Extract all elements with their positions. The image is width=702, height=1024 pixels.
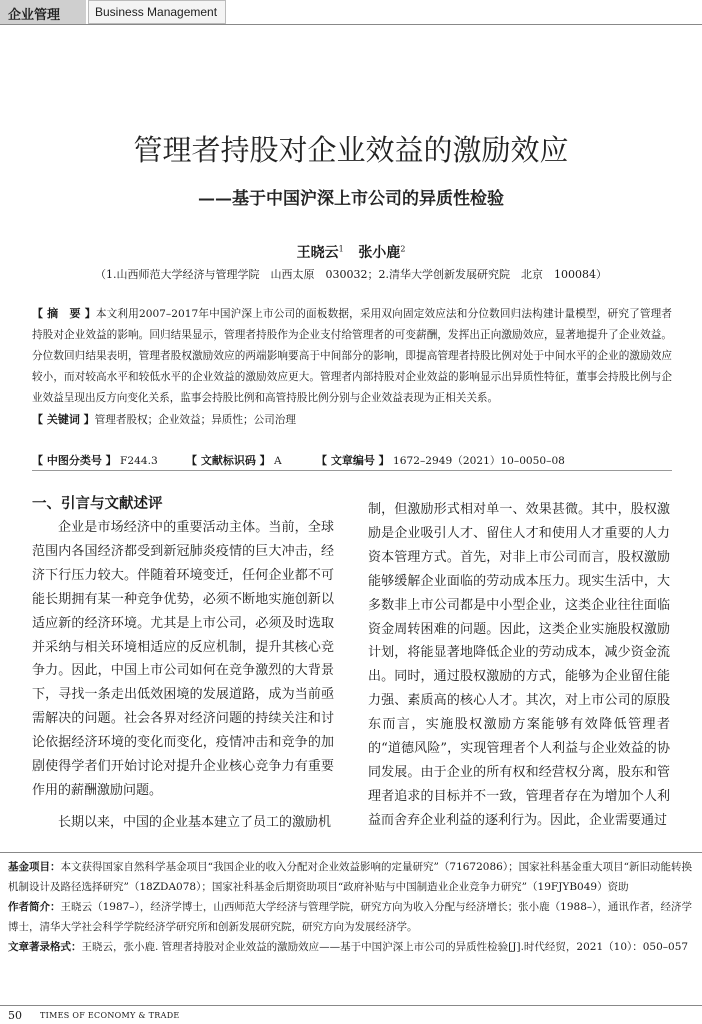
author-affil-mark: 2 bbox=[400, 244, 406, 254]
document-code bbox=[186, 452, 282, 468]
abstract-label: 【 摘 要 】 bbox=[32, 307, 96, 320]
citation-text: 王晓云，张小鹿. 管理者持股对企业效益的激励效应——基于中国沪深上市公司的异质性检验[J].时代经贸，2021（10）：050–057 bbox=[81, 941, 689, 953]
fund-label: 基金项目： bbox=[8, 861, 61, 873]
doc-label: 【 文献标识码 】 bbox=[186, 454, 271, 467]
abstract-rule bbox=[32, 470, 672, 471]
fund-note bbox=[8, 857, 692, 897]
citation-label: 文章著录格式： bbox=[8, 941, 82, 953]
author-note bbox=[8, 897, 692, 937]
body-paragraph: 企业是市场经济中的重要活动主体。当前，全球范围内各国经济都受到新冠肺炎疫情的巨大冲击，经济下行压力较大。伴随着环境变迁，任何企业都不可能长期拥有某一种竞争优势，必须不断地实施创新以适应新的经济环境。尤其是上市公司，必须及时选取并采纳与相关环境相适应的反应机制，提升其核心竞争力。因此，中国上市公司如何在竞争激烈的大背景下，寻找一条走出低效困境的发展道路，成为当前亟需解决的问题。社会各界对经济问题的持续关注和讨论依据经济环境的变化而变化，疫情冲击和竞争的加剧使得学者们开始讨论对提升企业核心竞争力有重要作用的薪酬激励问题。 bbox=[32, 520, 334, 798]
clc-value: F244.3 bbox=[120, 455, 158, 467]
body-paragraph: 制，但激励形式相对单一、效果甚微。其中，股权激励是企业吸引人才、留住人才和使用人才重要的人力资本管理方式。首先，对非上市公司而言，股权激励能够缓解企业面临的劳动成本压力。现实生活中，大多数非上市公司都是中小型企业，这类企业往往面临资金周转困难的问题。因此，这类企业实施股权激励计划，将能显著地降低企业的劳动成本，减少资金流出。同时，通过股权激励的方式，能够为企业留住能力强、素质高的核心人才。其次，对上市公司的原股东而言，实施股权激励方案能够有效降低管理者的“道德风险”，实现管理者个人利益与企业效益的协同发展。由于企业的所有权和经营权分离，股东和管理者追求的目标并不一致，管理者存在为增加个人利益而舍弃企业利益的逐利行为。因此，企业需要通过 bbox=[368, 502, 670, 828]
article-subtitle: ——基于中国沪深上市公司的异质性检验 bbox=[198, 189, 504, 209]
keywords-label: 【 关键词 】 bbox=[32, 413, 95, 426]
abstract-text: 本文利用2007–2017年中国沪深上市公司的面板数据，采用双向固定效应法和分位数回归法构建计量模型，研究了管理者持股对企业效益的影响。回归结果显示，管理者持股作为企业支付给管理者的可变薪酬，发挥出正向激励效应，显著地提升了企业效益。分位数回归结果表明，管理者股权激励效应的两端影响要高于中间部分的影响，即提高管理者持股比例对处于中间水平的企业的激励效应较小，而对较高水平和较低水平的企业效益的激励效应更大。管理者内部持股对企业效益的影响显示出异质性特征，董事会持股比例与企业效益呈现出反方向变化关系，监事会持股比例和高管持股比例分别与企业效益表现为正相关关系。 bbox=[32, 308, 672, 404]
author-bio-text: 王晓云（1987–），经济学博士，山西师范大学经济与管理学院，研究方向为收入分配与经济增长；张小鹿（1988–），通讯作者，经济学博士，清华大学社会科学学院经济学研究所和创新发展研究院，研究方向为发展经济学。 bbox=[8, 901, 692, 933]
doc-value: A bbox=[274, 455, 282, 467]
fund-text: 本文获得国家自然科学基金项目“我国企业的收入分配对企业效益影响的定量研究”（71672086）；国家社科基金重大项目“新旧动能转换机制设计及路径选择研究”（18ZDA078）；国家社科基金后期资助项目“政府补贴与中国制造业企业竞争力研究”（19FJYB049）资助 bbox=[8, 861, 693, 893]
affiliation: （1.山西师范大学经济与管理学院 山西太原 030032；2.清华大学创新发展研究院 北京 100084） bbox=[95, 268, 607, 281]
left-column bbox=[32, 492, 334, 835]
author-line bbox=[0, 242, 702, 262]
running-header bbox=[0, 0, 702, 24]
keywords-text: 管理者股权；企业效益；异质性；公司治理 bbox=[94, 414, 296, 426]
clc-label: 【 中图分类号 】 bbox=[32, 454, 117, 467]
id-value: 1672–2949（2021）10–0050–08 bbox=[393, 455, 565, 467]
journal-name: TIMES OF ECONOMY & TRADE bbox=[40, 1011, 180, 1020]
section-heading: 一、引言与文献述评 bbox=[32, 496, 163, 512]
section-tag-en bbox=[88, 0, 226, 24]
page-number: 50 bbox=[8, 1009, 22, 1022]
citation-note bbox=[8, 937, 692, 957]
article-number bbox=[316, 452, 565, 468]
section-tag-cn bbox=[0, 0, 86, 24]
author-name: 张小鹿 bbox=[358, 245, 401, 261]
author-affil-mark: 1 bbox=[338, 244, 344, 254]
body-paragraph: 长期以来，中国的企业基本建立了员工的激励机 bbox=[58, 814, 332, 830]
footnote-rule bbox=[0, 852, 702, 853]
footnotes bbox=[8, 857, 692, 957]
keywords bbox=[32, 409, 672, 431]
abstract-block bbox=[32, 303, 672, 431]
article-title: 管理者持股对企业效益的激励效应 bbox=[133, 133, 569, 167]
section-tag-en-text: Business Management bbox=[95, 5, 218, 19]
footer-rule bbox=[0, 1005, 702, 1006]
header-rule bbox=[0, 24, 702, 25]
right-column bbox=[368, 498, 670, 833]
abstract bbox=[32, 303, 672, 409]
id-label: 【 文章编号 】 bbox=[316, 454, 390, 467]
section-tag-cn-text: 企业管理 bbox=[8, 8, 61, 23]
clc-number bbox=[32, 452, 158, 468]
author-name: 王晓云 bbox=[296, 245, 339, 261]
author-bio-label: 作者简介： bbox=[8, 901, 61, 913]
